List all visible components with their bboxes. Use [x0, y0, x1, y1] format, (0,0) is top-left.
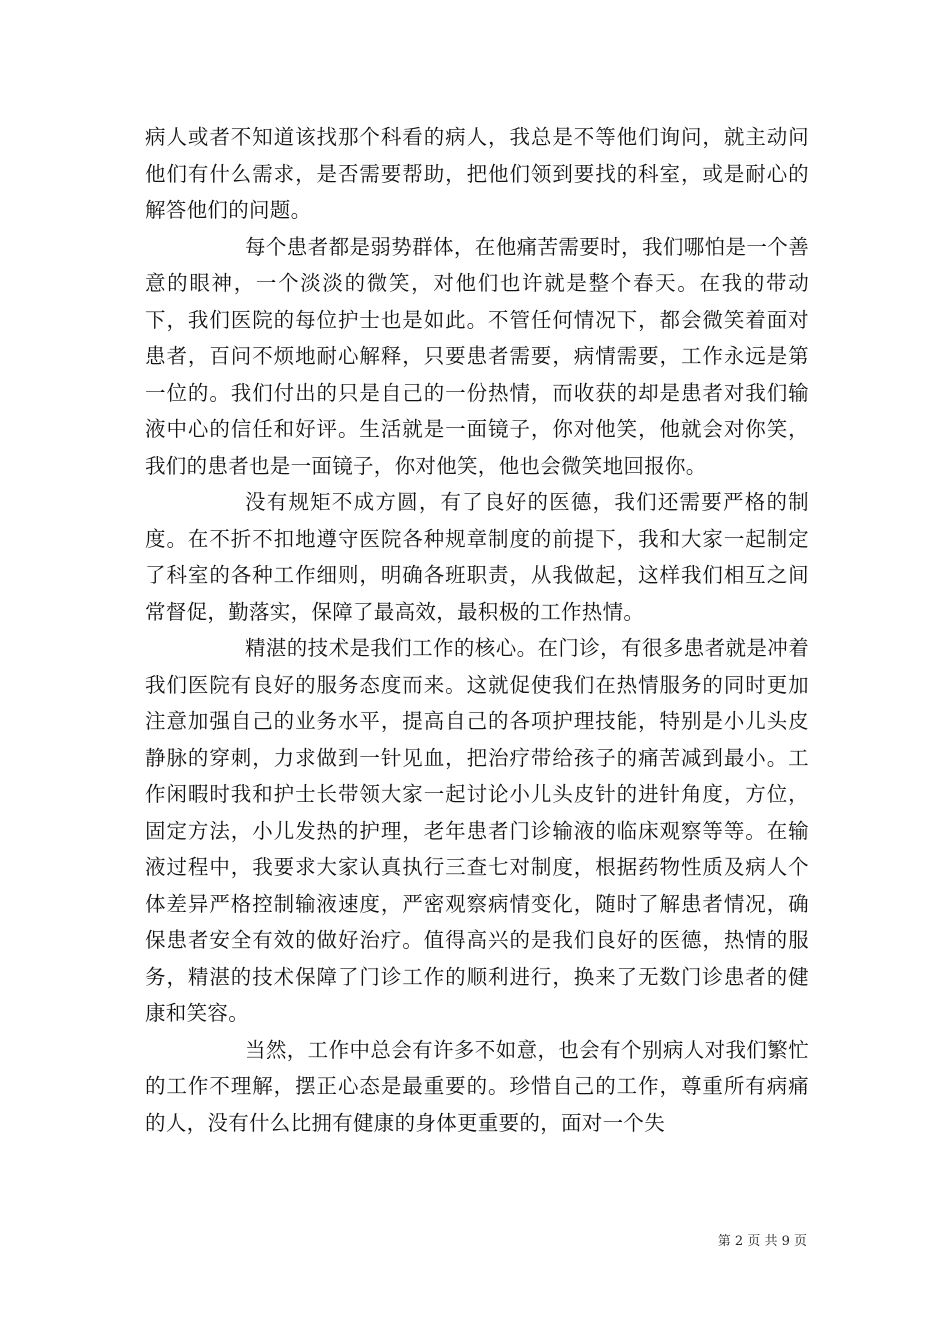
body-text: [145, 119, 809, 1141]
paragraph-1: 病人或者不知道该找那个科看的病人，我总是不等他们询问，就主动问他们有什么需求，是否需要帮助，把他们领到要找的科室，或是耐心的解答他们的问题。: [145, 125, 809, 222]
paragraph-5: 当然，工作中总会有许多不如意，也会有个别病人对我们繁忙的工作不理解，摆正心态是最重要的。珍惜自己的工作，尊重所有病痛的人，没有什么比拥有健康的身体更重要的，面对一个失: [145, 1037, 809, 1135]
paragraph-4: 精湛的技术是我们工作的核心。在门诊，有很多患者就是冲着我们医院有良好的服务态度而来。这就促使我们在热情服务的同时更加注意加强自己的业务水平，提高自己的各项护理技能，特别是小儿头皮静脉的穿刺，力求做到一针见血，把治疗带给孩子的痛苦减到最小。工作闲暇时我和护士长带领大家一起讨论小儿头皮针的进针角度，方位，固定方法，小儿发热的护理，老年患者门诊输液的临床观察等等。在输液过程中，我要求大家认真执行三查七对制度，根据药物性质及病人个体差异严格控制输液速度，严密观察病情变化，随时了解患者情况，确保患者安全有效的做好治疗。值得高兴的是我们良好的医德，热情的服务，精湛的技术保障了门诊工作的顺利进行，换来了无数门诊患者的健康和笑容。: [145, 636, 809, 1025]
paragraph-2: 每个患者都是弱势群体，在他痛苦需要时，我们哪怕是一个善意的眼神，一个淡淡的微笑，对他们也许就是整个春天。在我的带动下，我们医院的每位护士也是如此。不管任何情况下，都会微笑着面对患者，百问不烦地耐心解释，只要患者需要，病情需要，工作永远是第一位的。我们付出的只是自己的一份热情，而收获的却是患者对我们输液中心的信任和好评。生活就是一面镜子，你对他笑，他就会对你笑，我们的患者也是一面镜子，你对他笑，他也会微笑地回报你。: [145, 234, 809, 478]
paragraph-3: 没有规矩不成方圆，有了良好的医德，我们还需要严格的制度。在不折不扣地遵守医院各种规章制度的前提下，我和大家一起制定了科室的各种工作细则，明确各班职责，从我做起，这样我们相互之间常督促，勤落实，保障了最高效，最积极的工作热情。: [145, 490, 809, 624]
page-number-footer: 第 2 页 共 9 页: [717, 1234, 807, 1249]
